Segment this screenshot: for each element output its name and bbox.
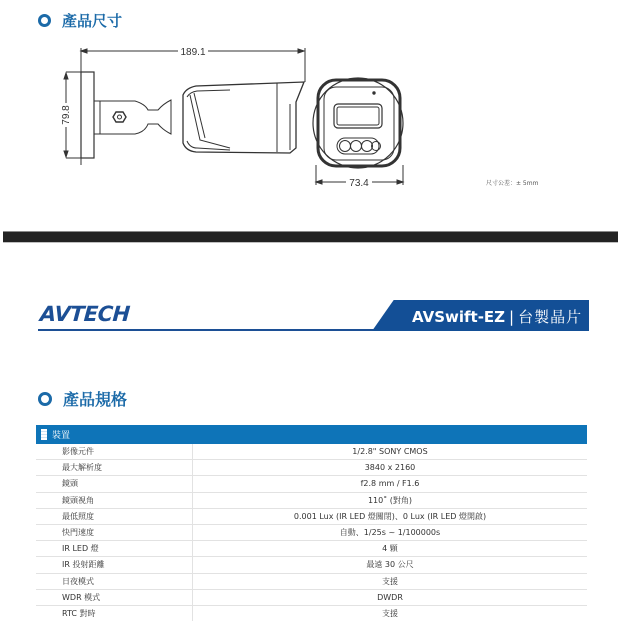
spec-key: RTC 對時 [36, 606, 193, 621]
spec-value: 1/2.8" SONY CMOS [352, 447, 428, 456]
spec-value: 0.001 Lux (IR LED 燈關閉)、0 Lux (IR LED 燈開啟) [293, 511, 487, 521]
table-row [36, 606, 587, 621]
table-row [36, 493, 587, 509]
section-title-text: 產品尺寸 [62, 12, 123, 30]
table-row [36, 476, 587, 492]
table-row [36, 509, 587, 525]
product-banner [372, 300, 589, 331]
spec-value: 支援 [382, 576, 398, 586]
section-title-text: 產品規格 [63, 390, 128, 409]
table-row [36, 541, 587, 557]
banner-tagline: 台製晶片 [518, 308, 583, 326]
brand-underline [38, 329, 382, 331]
table-row [36, 574, 587, 590]
banner-separator: | [509, 308, 515, 326]
tolerance-note: 尺寸公差：± 5mm [486, 180, 539, 187]
spec-key: 最低照度 [36, 509, 193, 524]
spec-table-header-label: 裝置 [52, 431, 71, 441]
spec-value: DWDR [377, 592, 403, 602]
spec-key: 鏡頭 [36, 476, 193, 491]
camera-dimension-drawing [0, 0, 620, 230]
spec-key: 日夜模式 [36, 574, 193, 589]
length-label: 189.1 [180, 47, 206, 58]
bullet-circle-icon [38, 392, 52, 406]
spec-key: 最大解析度 [36, 460, 193, 475]
document-icon [41, 429, 47, 440]
section-title-specs [38, 387, 127, 410]
spec-value: 支援 [382, 608, 398, 618]
spec-key: IR LED 燈 [36, 541, 193, 556]
avtech-logo: AVTECH [39, 302, 131, 326]
spec-table-header [36, 425, 587, 444]
section-divider [3, 231, 618, 243]
spec-table [36, 425, 587, 621]
spec-value: 自動、1/25s ~ 1/100000s [339, 527, 441, 537]
table-row [36, 590, 587, 606]
spec-value: 110˚ (對角) [367, 495, 413, 505]
spec-key: 影像元件 [36, 444, 193, 459]
spec-key: IR 投射距離 [36, 557, 193, 572]
spec-key: WDR 模式 [36, 590, 193, 605]
table-row [36, 557, 587, 573]
width-label: 73.4 [349, 178, 369, 189]
table-row [36, 525, 587, 541]
spec-value: 最遠 30 公尺 [366, 560, 414, 570]
spec-key: 鏡頭視角 [36, 493, 193, 508]
spec-value: 3840 x 2160 [364, 463, 416, 473]
height-label: 79.8 [61, 105, 72, 125]
table-row [36, 444, 587, 460]
spec-value: 4 顆 [382, 544, 398, 554]
spec-value: f2.8 mm / F1.6 [360, 479, 420, 489]
banner-product-name: AVSwift-EZ [412, 308, 506, 326]
table-row [36, 460, 587, 476]
spec-key: 快門速度 [36, 525, 193, 540]
